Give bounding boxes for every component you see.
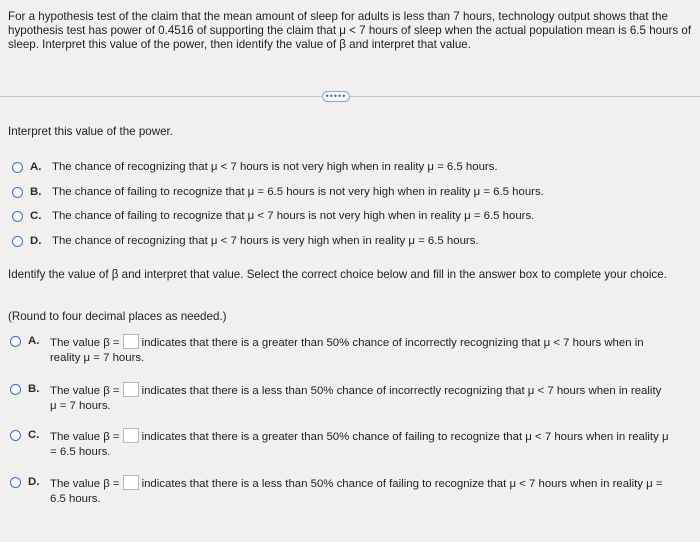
question-text: For a hypothesis test of the claim that the mean amount of sleep for adults is less than 7 hours, technology output shows that the hypothesis test has power of 0.4516 of supporting the claim that μ < 7 hours of sleep when the actual population mean is 6.5 hours of sleep. Interpret this value of the power, then identify the value of β and interpret that value.: [8, 10, 692, 51]
part1-option-c[interactable]: [12, 209, 534, 224]
part2-option-b[interactable]: [10, 382, 670, 414]
option-text: The chance of failing to recognize that μ < 7 hours is not very high when in reality μ = 6.5 hours.: [52, 210, 535, 222]
radio-button[interactable]: [12, 211, 23, 222]
option-prefix: The value β =: [50, 385, 120, 397]
radio-button[interactable]: [10, 430, 21, 441]
option-letter: A.: [28, 335, 40, 347]
option-letter: B.: [28, 383, 40, 395]
option-letter: B.: [30, 186, 42, 198]
option-text: indicates that there is a greater than 50% chance of failing to recognize that μ < 7 hours when in reality μ = 6.5 hours.: [50, 431, 669, 458]
radio-button[interactable]: [10, 477, 21, 488]
beta-answer-box[interactable]: [123, 475, 139, 490]
option-letter: C.: [28, 429, 40, 441]
option-text: indicates that there is a greater than 50% chance of incorrectly recognizing that μ < 7 hours when in reality μ = 7 hours.: [50, 337, 644, 364]
option-letter: D.: [28, 476, 40, 488]
option-text: The chance of recognizing that μ < 7 hours is very high when in reality μ = 6.5 hours.: [52, 235, 479, 247]
radio-button[interactable]: [12, 187, 23, 198]
option-text: The chance of recognizing that μ < 7 hours is not very high when in reality μ = 6.5 hours.: [52, 161, 498, 173]
part1-prompt: Interpret this value of the power.: [8, 125, 173, 138]
option-text: The chance of failing to recognize that μ = 6.5 hours is not very high when in reality μ = 6.5 hours.: [52, 186, 544, 198]
option-letter: C.: [30, 210, 42, 222]
option-prefix: The value β =: [50, 431, 120, 443]
option-text: indicates that there is a less than 50% chance of incorrectly recognizing that μ < 7 hours when in reality μ = 7 hours.: [50, 385, 662, 412]
beta-answer-box[interactable]: [123, 428, 139, 443]
option-letter: D.: [30, 235, 42, 247]
expand-more-button[interactable]: •••••: [322, 91, 350, 102]
radio-button[interactable]: [12, 236, 23, 247]
part2-option-a[interactable]: [10, 334, 670, 366]
part2-option-d[interactable]: [10, 475, 670, 507]
part2-prompt: Identify the value of β and interpret that value. Select the correct choice below and fill in the answer box to complete your choice.: [8, 268, 667, 281]
part1-option-a[interactable]: [12, 160, 498, 175]
beta-answer-box[interactable]: [123, 334, 139, 349]
part1-option-b[interactable]: [12, 185, 544, 200]
radio-button[interactable]: [12, 162, 23, 173]
part1-option-d[interactable]: [12, 234, 479, 249]
rounding-note: (Round to four decimal places as needed.): [8, 310, 227, 323]
radio-button[interactable]: [10, 336, 21, 347]
option-prefix: The value β =: [50, 478, 120, 490]
option-text: indicates that there is a less than 50% chance of failing to recognize that μ < 7 hours when in reality μ = 6.5 hours.: [50, 478, 663, 505]
part2-option-c[interactable]: [10, 428, 670, 460]
option-prefix: The value β =: [50, 337, 120, 349]
option-letter: A.: [30, 161, 42, 173]
radio-button[interactable]: [10, 384, 21, 395]
section-divider: [0, 96, 700, 97]
beta-answer-box[interactable]: [123, 382, 139, 397]
